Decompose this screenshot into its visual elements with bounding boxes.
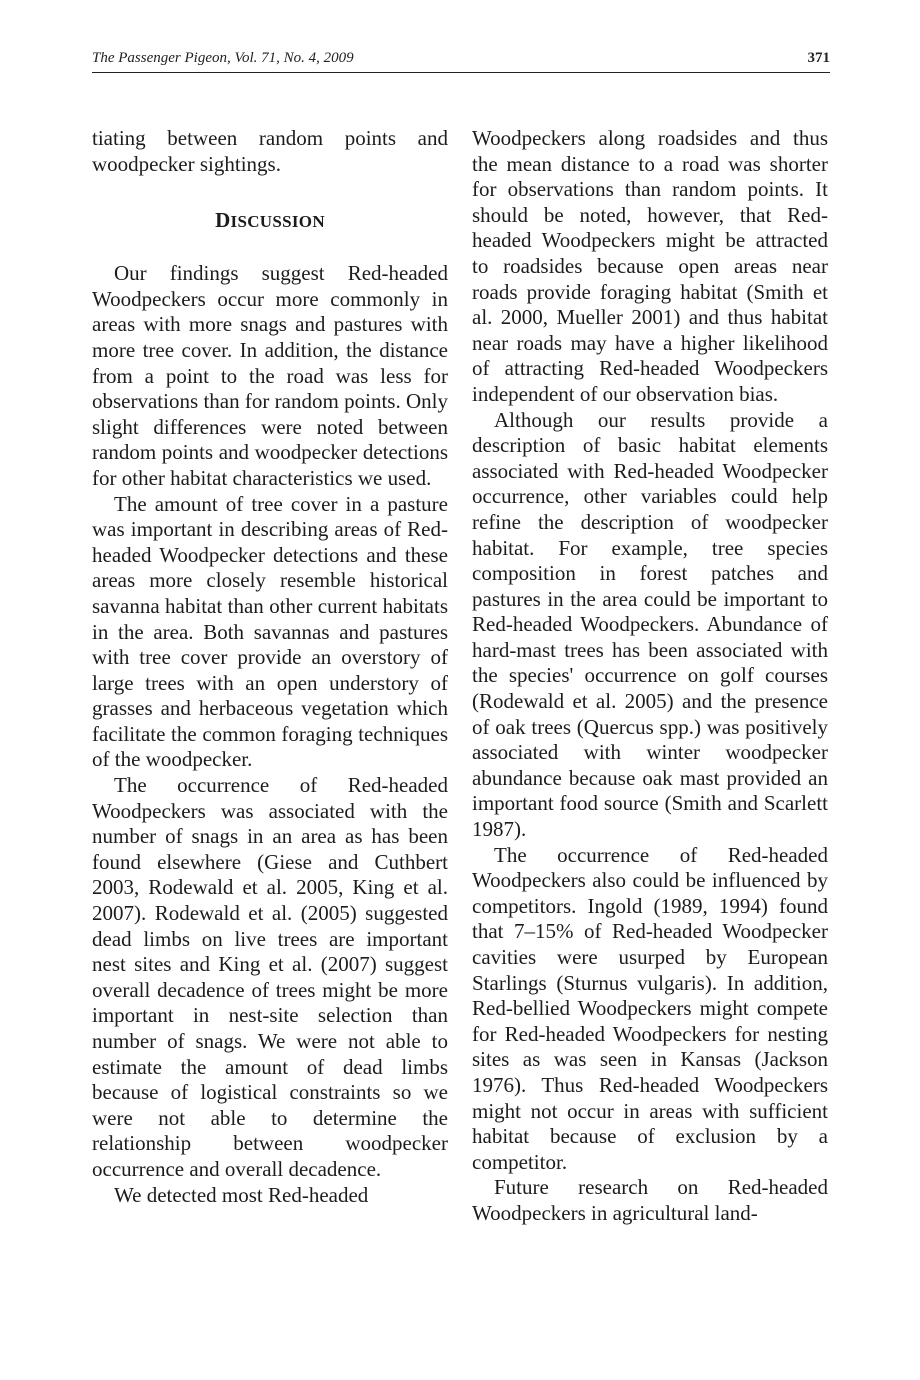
heading-rest: ISCUSSION <box>230 212 325 232</box>
section-heading-discussion <box>92 207 448 235</box>
right-column <box>472 126 828 1227</box>
paragraph: We detected most Red-headed <box>114 1182 369 1207</box>
journal-citation: The Passenger Pigeon, Vol. 71, No. 4, 2009 <box>92 50 354 66</box>
page-number: 371 <box>807 50 830 66</box>
paragraph: Our findings suggest Red-headed Woodpeckers occur more commonly in areas with more snags and pastures with more tree cover. In addition, the distance from a point to the road was less for observations than for random points. Only slight differences were noted between random points and woodpecker detections for other habitat characteristics we used. <box>92 261 448 490</box>
paragraph-continuation: Woodpeckers along roadsides and thus the mean distance to a road was shorter for observations than random points. It should be noted, however, that Red-headed Woodpeckers might be attracted to roadsides because open areas near roads provide foraging habitat (Smith et al. 2000, Mueller 2001) and thus habitat near roads may have a higher likelihood of attracting Red-headed Woodpeckers independent of our observation bias. <box>472 126 828 406</box>
paragraph: Future research on Red-headed Woodpeckers in agricultural land- <box>472 1175 828 1225</box>
paragraph-continuation: tiating between random points and woodpecker sightings. <box>92 126 448 176</box>
paragraph: The occurrence of Red-headed Woodpeckers also could be influenced by competitors. Ingold (1989, 1994) found that 7–15% of Red-headed Woodpecker cavities were usurped by European Starlings (Sturnus vulgaris). In addition, Red-bellied Woodpeckers might compete for Red-headed Woodpeckers for nesting sites as was seen in Kansas (Jackson 1976). Thus Red-headed Woodpeckers might not occur in areas with sufficient habitat because of exclusion by a competitor. <box>472 842 828 1174</box>
paragraph: Although our results provide a description of basic habitat elements associated with Red-headed Woodpecker occurrence, other variables could help refine the description of woodpecker habitat. For example, tree species composition in forest patches and pastures in the area could be important to Red-headed Woodpeckers. Abundance of hard-mast trees has been associated with the species' occurrence on golf courses (Rodewald et al. 2005) and the presence of oak trees (Quercus spp.) was positively associated with winter woodpecker abundance because oak mast provided an important food source (Smith and Scarlett 1987). <box>472 407 828 842</box>
running-header <box>92 48 830 73</box>
paragraph: The amount of tree cover in a pasture was important in describing areas of Red-headed Woodpecker detections and these areas more closely resemble historical savanna habitat than other current habitats in the area. Both savannas and pastures with tree cover provide an overstory of large trees with an open understory of grasses and herbaceous vegetation which facilitate the common foraging techniques of the woodpecker. <box>92 491 448 772</box>
heading-initial: D <box>215 208 231 233</box>
left-column <box>92 126 448 1208</box>
paragraph: The occurrence of Red-headed Woodpeckers was associated with the number of snags in an area as has been found elsewhere (Giese and Cuthbert 2003, Rodewald et al. 2005, King et al. 2007). Rodewald et al. (2005) suggested dead limbs on live trees are important nest sites and King et al. (2007) suggest overall decadence of trees might be more important in nest-site selection than number of snags. We were not able to estimate the amount of dead limbs because of logistical constraints so we were not able to determine the relationship between woodpecker occurrence and overall decadence. <box>92 773 448 1181</box>
